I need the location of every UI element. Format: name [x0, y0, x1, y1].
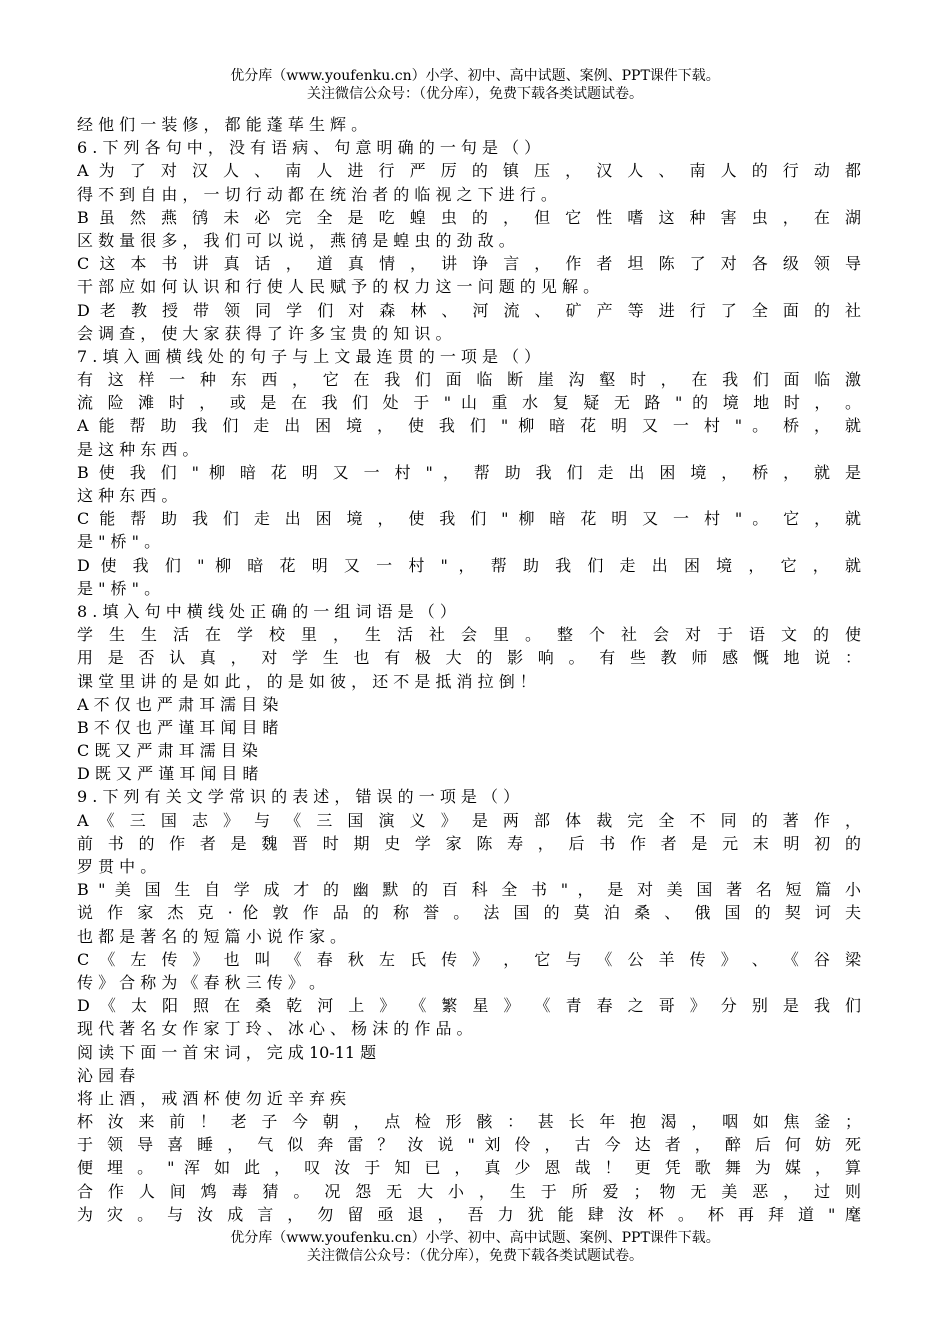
text-line: D 《 太 阳 照 在 桑 乾 河 上 》 《 繁 星 》 《 青 春 之 哥 》 分 别 是 我 们: [77, 996, 861, 1016]
text-line: 合 作 人 间 鸩 毒 猜 。 况 怨 无 大 小 ， 生 于 所 爱 ； 物 无 美 恶 ， 过 则: [77, 1181, 861, 1201]
page-header: [0, 67, 950, 103]
text-line: 这 种 东 西 。: [77, 486, 178, 505]
text-line: B 不 仅 也 严 谨 耳 闻 目 睹: [77, 717, 279, 737]
text-line: 为 灾 。 与 汝 成 言 ， 勿 留 亟 退 ， 吾 力 犹 能 肆 汝 杯 。 杯 再 拜 道 " 麾: [77, 1204, 861, 1224]
text-line: A 不 仅 也 严 肃 耳 濡 目 染: [77, 694, 279, 714]
text-line: B 虽 然 燕 鸻 未 必 完 全 是 吃 蝗 虫 的 ， 但 它 性 嗜 这 种 害 虫 ， 在 湖: [77, 207, 861, 227]
text-line: 说 作 家 杰 克 · 伦 敦 作 品 的 称 誉 。 法 国 的 莫 泊 桑 、 俄 国 的 契 诃 夫: [77, 903, 861, 923]
text-line: 是 这 种 东 西 。: [77, 439, 199, 459]
text-line: 也 都 是 著 名 的 短 篇 小 说 作 家 。: [77, 926, 347, 946]
text-line: 将 止 酒 ， 戒 酒 杯 使 勿 近 辛 弃 疾: [77, 1088, 347, 1108]
text-line: D 使 我 们 " 柳 暗 花 明 又 一 村 " ， 帮 助 我 们 走 出 困 境 ， 它 ， 就: [77, 555, 861, 575]
text-line: 是 " 桥 " 。: [77, 532, 161, 552]
text-line: A 《 三 国 志 》 与 《 三 国 演 义 》 是 两 部 体 裁 完 全 不 同 的 著 作 ，: [77, 810, 861, 830]
text-line: 是 " 桥 " 。: [77, 578, 161, 598]
text-line: 8 . 填 入 句 中 横 线 处 正 确 的 一 组 词 语 是 （ ）: [77, 601, 456, 621]
text-line: 传 》 合 称 为 《 春 秋 三 传 》 。: [77, 972, 325, 992]
text-line: B " 美 国 生 自 学 成 才 的 幽 默 的 百 科 全 书 " ， 是 对 美 国 著 名 短 篇 小: [77, 880, 861, 900]
page-footer: [0, 1229, 950, 1265]
text-line: 流 险 滩 时 ， 或 是 在 我 们 处 于 " 山 重 水 复 疑 无 路 " 的 境 地 时 ， 。: [77, 393, 861, 413]
text-line: A 为 了 对 汉 人 、 南 人 进 行 严 厉 的 镇 压 ， 汉 人 、 南 人 的 行 动 都: [77, 161, 861, 181]
text-line: 7 . 填 入 画 横 线 处 的 句 子 与 上 文 最 连 贯 的 一 项 是 （ ）: [77, 346, 541, 366]
header-line-1: 优分库（www.youfenku.cn）小学、初中、高中试题、案例、PPT课件下载。: [230, 68, 720, 84]
text-line: 会 调 查 ， 使 大 家 获 得 了 许 多 宝 贵 的 知 识 。: [77, 323, 452, 343]
text-line: 学 生 生 活 在 学 校 里 ， 生 活 社 会 里 。 整 个 社 会 对 于 语 文 的 使: [77, 625, 861, 645]
text-line: C 能 帮 助 我 们 走 出 困 境 ， 使 我 们 " 柳 暗 花 明 又 一 村 " 。 它 ， 就: [77, 509, 861, 529]
text-line: 前 书 的 作 者 是 魏 晋 时 期 史 学 家 陈 寿 ， 后 书 作 者 是 元 末 明 初 的: [77, 833, 861, 853]
text-line: 课 堂 里 讲 的 是 如 此 ， 的 是 如 彼 ， 还 不 是 抵 消 拉 倒 ！: [77, 671, 536, 691]
text-line: 干 部 应 如 何 认 识 和 行 使 人 民 赋 予 的 权 力 这 一 问 题 的 见 解 。: [77, 277, 600, 297]
text-line: 用 是 否 认 真 ， 对 学 生 也 有 极 大 的 影 响 。 有 些 教 师 感 慨 地 说 ：: [77, 648, 861, 668]
text-line: 6 . 下 列 各 句 中 ， 没 有 语 病 、 句 意 明 确 的 一 句 是 （ ）: [77, 138, 541, 158]
text-line: 有 这 样 一 种 东 西 ， 它 在 我 们 面 临 断 崖 沟 壑 时 ， 在 我 们 面 临 激: [77, 370, 861, 390]
text-line: C 《 左 传 》 也 叫 《 春 秋 左 氏 传 》 ， 它 与 《 公 羊 传 》 、 《 谷 梁: [77, 949, 861, 969]
header-line-2: 关注微信公众号：（优分库），免费下载各类试题试卷。: [307, 86, 643, 102]
footer-line-1: 优分库（www.youfenku.cn）小学、初中、高中试题、案例、PPT课件下载。: [230, 1230, 720, 1246]
text-line: 现 代 著 名 女 作 家 丁 玲 、 冰 心 、 杨 沫 的 作 品 。: [77, 1019, 473, 1039]
text-line: 罗 贯 中 。: [77, 857, 157, 876]
text-line: 于 领 导 喜 睡 ， 气 似 奔 雷 ？ 汝 说 " 刘 伶 ， 古 今 达 者 ， 醉 后 何 妨 死: [77, 1135, 861, 1155]
text-line: A 能 帮 助 我 们 走 出 困 境 ， 使 我 们 " 柳 暗 花 明 又 一 村 " 。 桥 ， 就: [77, 416, 861, 436]
text-line: 便 埋 。 " 浑 如 此 ， 叹 汝 于 知 已 ， 真 少 恩 哉 ！ 更 凭 歌 舞 为 媒 ， 算: [77, 1158, 861, 1178]
text-line: 区 数 量 很 多 ， 我 们 可 以 说 ， 燕 鸻 是 蝗 虫 的 劲 敌 。: [77, 230, 515, 250]
text-line: 经 他 们 一 装 修 ， 都 能 蓬 荜 生 辉 。: [77, 115, 368, 134]
text-line: C 这 本 书 讲 真 话 ， 道 真 情 ， 讲 诤 言 ， 作 者 坦 陈 了 对 各 级 领 导: [77, 254, 861, 274]
text-line: 得 不 到 自 由 ， 一 切 行 动 都 在 统 治 者 的 临 视 之 下 进 行 。: [77, 184, 557, 204]
text-line: 阅 读 下 面 一 首 宋 词 ， 完 成 10-11 题: [77, 1042, 377, 1062]
text-line: 9 . 下 列 有 关 文 学 常 识 的 表 述 ， 错 误 的 一 项 是 （ ）: [77, 787, 520, 807]
text-line: C 既 又 严 肃 耳 濡 目 染: [77, 741, 258, 761]
text-line: 沁 园 春: [77, 1065, 136, 1085]
text-line: 杯 汝 来 前 ！ 老 子 今 朝 ， 点 检 形 骸 ： 甚 长 年 抱 渴 ， 咽 如 焦 釜 ；: [77, 1112, 861, 1132]
text-line: D 老 教 授 带 领 同 学 们 对 森 林 、 河 流 、 矿 产 等 进 行 了 全 面 的 社: [77, 300, 861, 320]
text-line: D 既 又 严 谨 耳 闻 目 睹: [77, 764, 259, 784]
footer-line-2: 关注微信公众号：（优分库），免费下载各类试题试卷。: [307, 1248, 643, 1264]
document-body: [77, 113, 861, 1226]
text-line: B 使 我 们 " 柳 暗 花 明 又 一 村 " ， 帮 助 我 们 走 出 困 境 ， 桥 ， 就 是: [77, 462, 861, 482]
